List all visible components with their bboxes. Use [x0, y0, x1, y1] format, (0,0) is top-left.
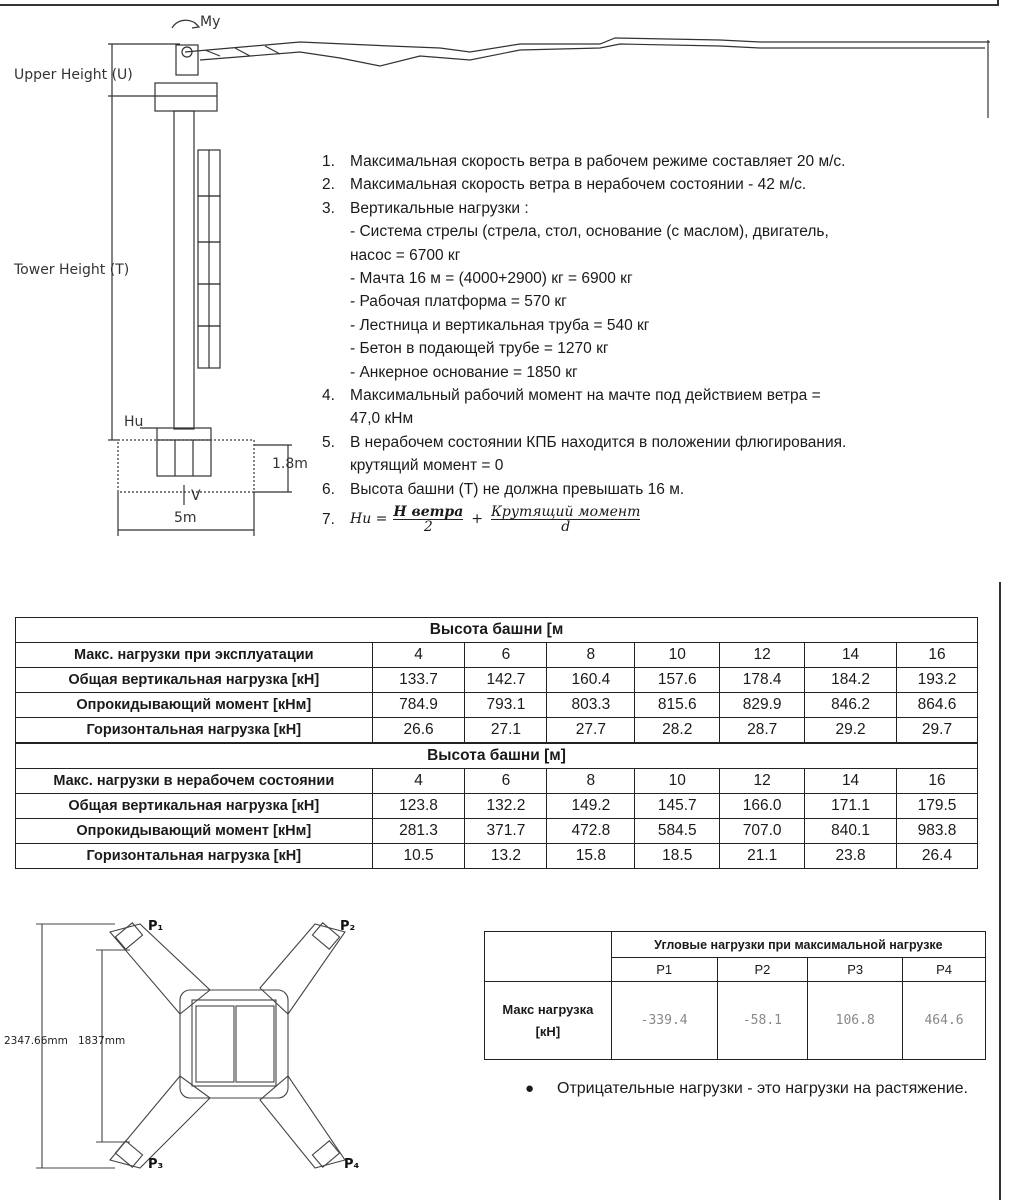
table-cell: 4 [372, 643, 465, 668]
moment-arc [172, 20, 198, 28]
base-width-label: 5m [174, 510, 197, 526]
formula-den2: d [561, 519, 571, 536]
table-cell: 14 [805, 643, 897, 668]
v-label: V [191, 488, 201, 504]
note-3-sub-4: - Лестница и вертикальная труба = 540 кг [350, 316, 650, 334]
notes-list [322, 150, 1002, 534]
base-height-label: 1.8m [272, 456, 308, 472]
nonoperating-header: Высота башни [м] [16, 743, 978, 769]
formula [350, 505, 640, 534]
formula-lhs: Hu = [350, 510, 388, 527]
mast [174, 111, 194, 429]
note-4-cont: 47,0 кНм [350, 410, 414, 428]
p3-label: P₃ [148, 1157, 164, 1172]
section-divider-right [999, 582, 1001, 1200]
base-frame [157, 428, 211, 476]
corner-table-title: Угловые нагрузки при максимальной нагрузке [611, 932, 985, 958]
hu-label: Hu [124, 414, 144, 430]
nonoperating-label: Макс. нагрузки в нерабочем состоянии [16, 769, 373, 794]
bullet-note [525, 1078, 975, 1100]
base-plan-diagram [0, 910, 420, 1180]
formula-num2: Крутящий момент [491, 504, 641, 521]
inner-dim-label: 1837mm [78, 1035, 126, 1047]
note-6: 6. Высота башни (Т) не должна превышать 16 м. [322, 480, 685, 498]
turret [176, 45, 198, 75]
note-3-sub-1b: насос = 6700 кг [350, 246, 461, 264]
my-label: My [200, 14, 221, 30]
note-4: 4. Максимальный рабочий момент на мачте под действием ветра = [322, 387, 821, 405]
table-cell: 6 [465, 643, 547, 668]
p1-label: P₁ [148, 919, 164, 934]
outrigger-p3 [110, 1076, 210, 1168]
note-5-cont: крутящий момент = 0 [350, 457, 504, 475]
note-3-sub-1: - Система стрелы (стрела, стол, основание (с маслом), двигатель, [350, 223, 829, 241]
table-cell: 12 [720, 643, 805, 668]
note-3-sub-3: - Рабочая платформа = 570 кг [350, 293, 567, 311]
table-row: Горизонтальная нагрузка [кН] 10.5 13.2 15.8 18.5 21.1 23.8 26.4 [16, 844, 978, 869]
table-cell: 8 [547, 643, 635, 668]
note-7: 7. Hu = H ветра 2 + Крутящий момент d [322, 504, 641, 536]
table-row: Макс нагрузка [кН] -339.4 -58.1 106.8 464.6 [485, 982, 986, 1060]
table-cell: 16 [897, 643, 978, 668]
table-cell: 10 [635, 643, 720, 668]
corner-loads-table [484, 931, 986, 1060]
bullet-dot-icon: ● [525, 1080, 535, 1097]
tower-height-label: Tower Height (T) [14, 262, 130, 278]
formula-den1: 2 [423, 519, 433, 536]
corner-col-p1: P1 [611, 958, 717, 982]
boom-top-line [185, 38, 990, 52]
operating-label: Макс. нагрузки при эксплуатации [16, 643, 373, 668]
table-row: Общая вертикальная нагрузка [кН] 133.7 142.7 160.4 157.6 178.4 184.2 193.2 [16, 668, 978, 693]
base-plate-left [196, 1006, 234, 1082]
table-row: Опрокидывающий момент [кНм] 281.3 371.7 472.8 584.5 707.0 840.1 983.8 [16, 819, 978, 844]
note-3-sub-6: - Анкерное основание = 1850 кг [350, 363, 578, 381]
table-row: Горизонтальная нагрузка [кН] 26.6 27.1 27.7 28.2 28.7 29.2 29.7 [16, 718, 978, 744]
foundation [118, 440, 254, 492]
corner-row-label: Макс нагрузка [кН] [485, 982, 612, 1060]
corner-col-p4: P4 [903, 958, 986, 982]
loads-table: Высота башни [м Макс. нагрузки при эксплуатации 4 6 8 10 12 14 16 Общая вертикальная нагрузка [кН] 133.7 142.7 160.4 157.6 178.4 184.2 193.2 Опрокидывающий момент [кНм] 784.9 793.1 803.3 815.6 829.9 846.2 864.6 Горизонтальная нагрузка [кН] 26.6 27.1 27.7 28.2 28.7 29.2 29.7 Высота башни [м] Макс. нагрузки в нерабочем состоянии 4 6 8 10 12 14 16 Общая вертикальная нагрузка [кН] 123.8 132.2 149.2 145.7 166.0 171.1 179.5 Опрокидывающий момент [кНм] 281.3 371.7 472.8 584.5 707.0 840.1 983.8 Горизонтальная нагрузка [кН] 10.5 13.2 15.8 18.5 21.1 23.8 26.4 [15, 617, 978, 869]
operating-header: Высота башни [м [16, 618, 978, 643]
bullet-text: Отрицательные нагрузки - это нагрузки на растяжение. [557, 1080, 968, 1097]
note-5: 5. В нерабочем состоянии КПБ находится в положении флюгирования. [322, 433, 847, 451]
base-plate-right [236, 1006, 274, 1082]
table-row: Общая вертикальная нагрузка [кН] 123.8 132.2 149.2 145.7 166.0 171.1 179.5 [16, 794, 978, 819]
outer-dim-label: 2347.66mm [4, 1035, 68, 1047]
note-3: 3. Вертикальные нагрузки : [322, 199, 529, 217]
table-row: Опрокидывающий момент [кНм] 784.9 793.1 803.3 815.6 829.9 846.2 864.6 [16, 693, 978, 718]
formula-num1: H ветра [393, 504, 464, 521]
note-1: 1. Максимальная скорость ветра в рабочем режиме составляет 20 м/с. [322, 153, 846, 170]
corner-col-p2: P2 [717, 958, 808, 982]
upper-height-label: Upper Height (U) [14, 67, 133, 83]
corner-col-p3: P3 [808, 958, 903, 982]
outrigger-p4 [260, 1076, 345, 1168]
p2-label: P₂ [340, 919, 356, 934]
boom-bottom-line [200, 44, 985, 66]
note-2: 2. Максимальная скорость ветра в нерабочем состоянии - 42 м/с. [322, 176, 807, 194]
note-3-sub-2: - Мачта 16 м = (4000+2900) кг = 6900 кг [350, 270, 633, 288]
note-3-sub-5: - Бетон в подающей трубе = 1270 кг [350, 340, 609, 358]
p4-label: P₄ [344, 1157, 360, 1172]
formula-sep: + [471, 510, 484, 527]
work-platform [155, 83, 217, 111]
